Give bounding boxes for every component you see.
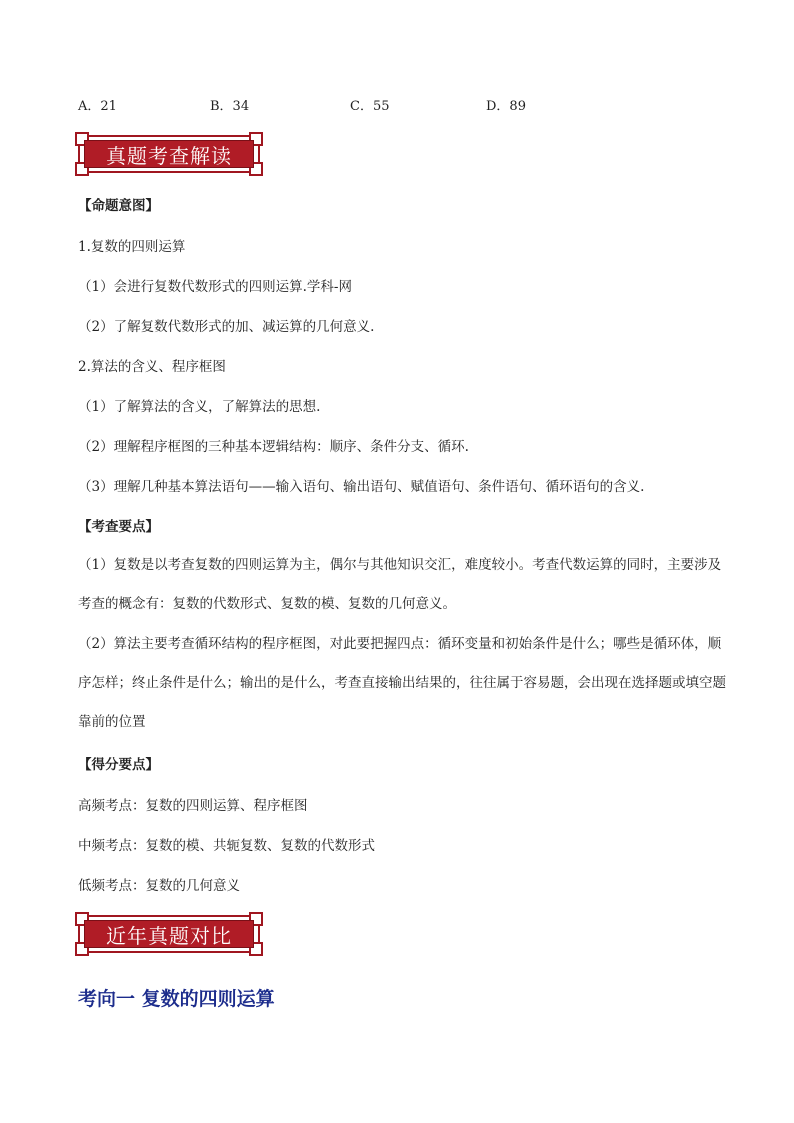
banner-exam-analysis bbox=[78, 135, 260, 173]
option-d: D．89 bbox=[486, 99, 526, 114]
section-title-score: 【得分要点】 bbox=[78, 757, 159, 773]
banner-title: 近年真题对比 bbox=[84, 920, 254, 948]
option-b: B．34 bbox=[210, 99, 250, 114]
answer-options bbox=[78, 95, 758, 115]
intent-item: 2.算法的含义、程序框图 bbox=[78, 359, 226, 375]
points-paragraph: （1）复数是以考查复数的四则运算为主，偶尔与其他知识交汇，难度较小。考查代数运算的同时，主要涉及考查的概念有：复数的代数形式、复数的模、复数的几何意义。 bbox=[78, 557, 722, 612]
intent-subitem: （2）了解复数代数形式的加、减运算的几何意义. bbox=[78, 319, 375, 335]
option-a: A．21 bbox=[78, 99, 117, 114]
section-title-intent: 【命题意图】 bbox=[78, 198, 159, 214]
section-heading: 考向一 复数的四则运算 bbox=[78, 988, 275, 1010]
points-paragraph: （2）算法主要考查循环结构的程序框图，对此要把握四点：循环变量和初始条件是什么；哪些是循环体，顺序怎样；终止条件是什么；输出的是什么，考查直接输出结果的，往往属于容易题，会出现在选择题或填空题靠前的位置 bbox=[78, 636, 726, 730]
intent-subitem: （3）理解几种基本算法语句——输入语句、输出语句、赋值语句、条件语句、循环语句的含义. bbox=[78, 479, 645, 495]
section-title-points: 【考查要点】 bbox=[78, 519, 159, 535]
banner-title: 真题考查解读 bbox=[84, 140, 254, 168]
intent-item: 1.复数的四则运算 bbox=[78, 239, 186, 255]
score-item: 低频考点：复数的几何意义 bbox=[78, 878, 240, 894]
option-c: C．55 bbox=[350, 99, 390, 114]
intent-subitem: （2）理解程序框图的三种基本逻辑结构：顺序、条件分支、循环. bbox=[78, 439, 469, 455]
score-item: 高频考点：复数的四则运算、程序框图 bbox=[78, 798, 308, 814]
intent-subitem: （1）会进行复数代数形式的四则运算.学科-网 bbox=[78, 279, 352, 295]
score-item: 中频考点：复数的模、共轭复数、复数的代数形式 bbox=[78, 838, 375, 854]
banner-past-papers bbox=[78, 915, 260, 953]
intent-subitem: （1）了解算法的含义，了解算法的思想. bbox=[78, 399, 321, 415]
